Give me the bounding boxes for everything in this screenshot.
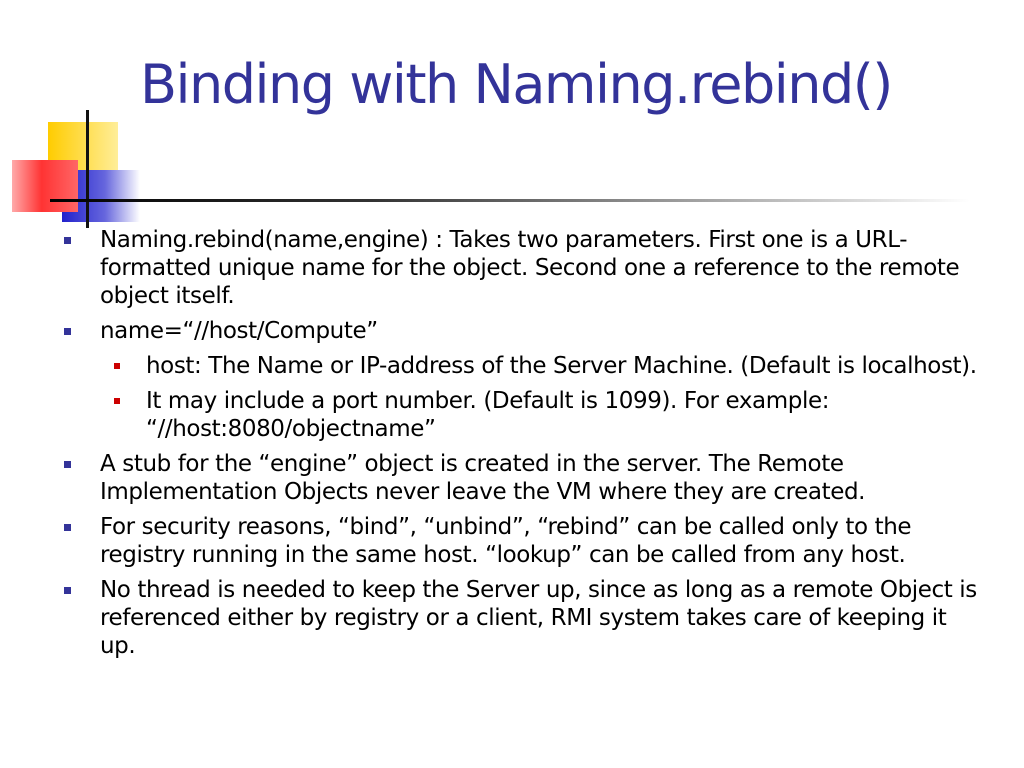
horizontal-rule xyxy=(50,199,970,202)
sub-bullet-text: It may include a port number. (Default is 1099). For example: “//host:8080/objectname” xyxy=(146,388,830,442)
square-bullet-icon xyxy=(64,328,71,335)
square-bullet-icon xyxy=(114,398,120,404)
bullet-item xyxy=(60,576,980,660)
sub-bullet-item xyxy=(60,352,980,380)
red-square xyxy=(12,160,78,212)
slide-title: Binding with Naming.rebind() xyxy=(140,53,892,116)
bullet-text: name=“//host/Compute” xyxy=(100,318,378,344)
bullet-text: Naming.rebind(name,engine) : Takes two parameters. First one is a URL-formatted unique name for the object. Second one a reference to the remote object itself. xyxy=(100,227,960,309)
square-bullet-icon xyxy=(114,363,120,369)
vertical-line xyxy=(86,110,89,228)
bullet-text: No thread is needed to keep the Server up, since as long as a remote Object is referenced either by registry or a client, RMI system takes care of keeping it up. xyxy=(100,577,977,659)
bullet-item xyxy=(60,513,980,569)
sub-bullet-text: host: The Name or IP-address of the Server Machine. (Default is localhost). xyxy=(146,353,977,379)
bullet-list xyxy=(60,226,980,667)
square-bullet-icon xyxy=(64,587,71,594)
decorative-squares-graphic xyxy=(0,0,1024,240)
bullet-item xyxy=(60,450,980,506)
sub-bullet-item xyxy=(60,387,980,443)
square-bullet-icon xyxy=(64,461,71,468)
square-bullet-icon xyxy=(64,237,71,244)
bullet-text: For security reasons, “bind”, “unbind”, “rebind” can be called only to the registry running in the same host. “lookup” can be called from any host. xyxy=(100,514,912,568)
bullet-text: A stub for the “engine” object is created in the server. The Remote Implementation Objects never leave the VM where they are created. xyxy=(100,451,866,505)
square-bullet-icon xyxy=(64,524,71,531)
bullet-item xyxy=(60,226,980,310)
bullet-item xyxy=(60,317,980,345)
